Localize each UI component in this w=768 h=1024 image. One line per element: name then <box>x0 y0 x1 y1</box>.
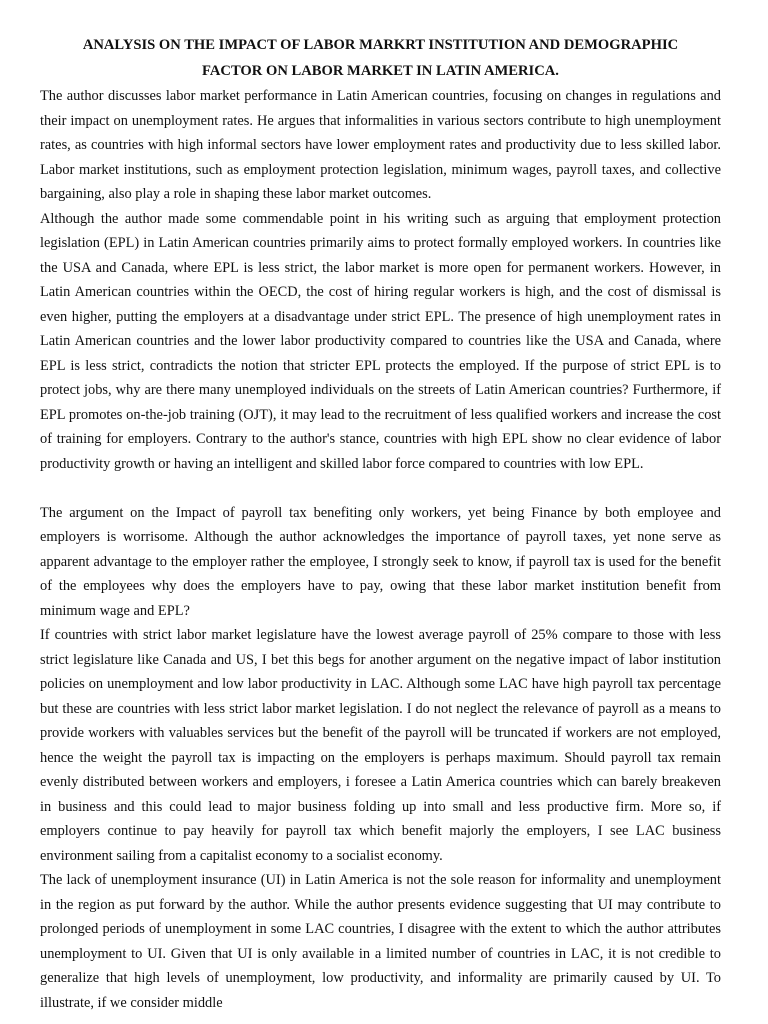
paragraph-epl: Although the author made some commendable point in his writing such as arguing that employment protection legislation (EPL) in Latin American countries primarily aims to protect formally employed workers. In countries like the USA and Canada, where EPL is less strict, the labor market is more open for permanent workers. However, in Latin American countries within the OECD, the cost of hiring regular workers is high, and the cost of dismissal is even higher, putting the employers at a disadvantage under strict EPL. The presence of high unemployment rates in Latin American countries and the lower labor productivity compared to countries like the USA and Canada, where EPL is less strict, contradicts the notion that stricter EPL protects the employed. If the purpose of strict EPL is to protect jobs, why are there many unemployed individuals on the streets of Latin American countries? Furthermore, if EPL promotes on-the-job training (OJT), it may lead to the recruitment of less qualified workers and increase the cost of training for employers. Contrary to the author's stance, countries with high EPL show no clear evidence of labor productivity growth or having an intelligent and skilled labor force compared to countries with low EPL. <box>40 210 721 472</box>
paragraph-summary: The author discusses labor market performance in Latin American countries, focusing on changes in regulations and their impact on unemployment rates. He argues that informalities in various sectors contribute to high unemployment rates, as countries with high informal sectors have lower employment rates and productivity due to less skilled labor. Labor market institutions, such as employment protection legislation, minimum wages, payroll taxes, and collective bargaining, also play a role in shaping these labor market outcomes. <box>40 88 721 202</box>
paragraph-spacer <box>40 476 721 501</box>
title-line-1: ANALYSIS ON THE IMPACT OF LABOR MARKRT INSTITUTION AND DEMOGRAPHIC <box>82 37 679 53</box>
paragraph-payroll-legislature: If countries with strict labor market legislature have the lowest average payroll of 25% compare to those with less strict legislature like Canada and US, I bet this begs for another argument on the negative impact of labor institution policies on unemployment and low labor productivity in LAC. Although some LAC have high payroll tax percentage but these are countries with less strict labor market legislation. I do not neglect the relevance of payroll as a means to provide workers with valuables services but the benefit of the payroll will be truncated if workers are not employed, hence the weight the payroll tax is impacting on the employers is perhaps maximum. Should payroll tax remain evenly distributed between workers and employers, i foresee a Latin America countries which can barely breakeven in business and this could lead to major business folding up into small and less productive firm. More so, if employers continue to pay heavily for payroll tax which benefit majorly the employers, I see LAC business environment sailing from a capitalist economy to a socialist economy. <box>40 627 721 864</box>
document-title <box>40 32 721 84</box>
paragraph-payroll-tax: The argument on the Impact of payroll tax benefiting only workers, yet being Finance by both employee and employers is worrisome. Although the author acknowledges the importance of payroll taxes, yet none serve as apparent advantage to the employer rather the employee, I strongly seek to know, if payroll tax is used for the benefit of the employees why does the employers have to pay, owing that these labor market institution benefit from minimum wage and EPL? <box>40 504 721 619</box>
title-line-2: FACTOR ON LABOR MARKET IN LATIN AMERICA. <box>202 63 559 79</box>
document-page <box>40 32 721 1015</box>
paragraph-unemployment-insurance: The lack of unemployment insurance (UI) in Latin America is not the sole reason for informality and unemployment in the region as put forward by the author. While the author presents evidence suggesting that UI may contribute to prolonged periods of unemployment in some LAC countries, I disagree with the extent to which the author attributes unemployment to UI. Given that UI is only available in a limited number of countries in LAC, it is not credible to generalize that high levels of unemployment, low productivity, and informality are primarily caused by UI. To illustrate, if we consider middle <box>40 872 721 1011</box>
